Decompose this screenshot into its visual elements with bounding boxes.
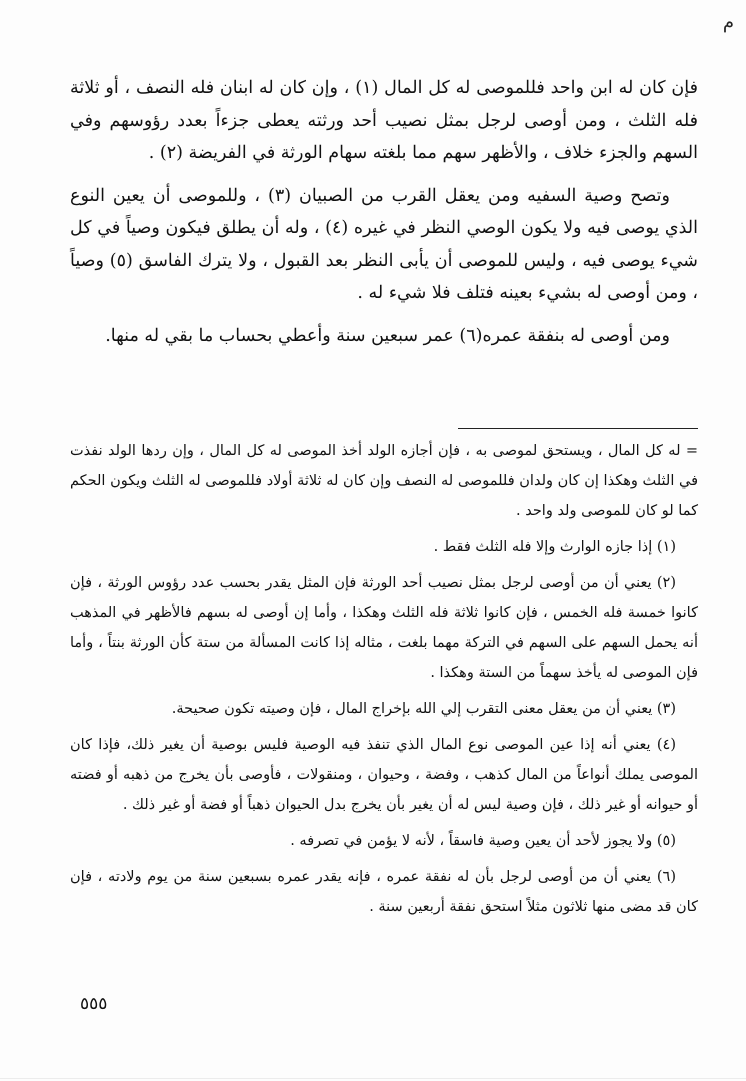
footnote [70, 568, 698, 688]
text-line: مثاله إذا كانت المسألة من ستة كأن الورثة بنتاً ، وأما فإن الموصى له يأخذ سهماً من الستة [70, 635, 698, 681]
footnote [70, 436, 698, 526]
text-line: النوع الذي يوصى فيه ولا يكون الوصي النظر في غيره (٤) ، وله أن يطلق فيكون [70, 185, 698, 238]
text-line: (٢) يعني أن من أوصى لرجل بمثل نصيب أحد الورثة فإن المثل يقدر بحسب عدد [191, 575, 676, 591]
text-line: (٥) ولا يجوز لأحد أن يعين وصية فاسقاً ، لأنه لا يؤمن في تصرفه . [290, 833, 676, 849]
text-line: = له كل المال ، ويستحق لموصى به ، فإن أجازه الولد أخذ الموصى له كل المال ، وإن ردها [141, 443, 698, 459]
text-line: بأن يخرج بدل الحيوان ذهباً أو فضة أو غير ذلك . [122, 797, 406, 813]
footnote-divider [458, 428, 698, 429]
text-line: وصياً في كل شيء يوصى فيه ، وليس للموصى أن يأبى النظر بعد القبول ، ولا [70, 218, 698, 271]
footnote [70, 532, 698, 562]
text-line: فإن كان له ابن واحد فللموصى له كل المال (١) ، وإن كان له ابنان فله النصف ، [124, 78, 698, 98]
footnote [70, 694, 698, 724]
text-line: ذلك، فإذا كان الموصى يملك أنواعاً من المال كذهب ، وفضة ، وحيوان ، ومنقولات ، [70, 737, 698, 783]
text-line: (٦) يعني أن من أوصى لرجل بأن له نفقة عمره ، فإنه يقدر عمره بسبعين سنة من يوم [147, 869, 676, 885]
footnote [70, 730, 698, 820]
text-line: (٣) يعني أن من يعقل معنى التقرب إلي الله بإخراج المال ، فإن وصيته تكون صحيحة. [171, 701, 676, 717]
paragraph [70, 320, 698, 353]
text-line: ومن أوصى له بنفقة عمره(٦) عمر سبعين سنة وأعطي بحساب ما بقي له منها. [105, 325, 670, 346]
footnotes [70, 436, 698, 928]
text-line: يترك الفاسق (٥) وصياً ، ومن أوصى له بشيء بعينه فتلف فلا شيء له . [70, 250, 698, 303]
text-line: الولد نفذت في الثلث وهكذا إن كان ولدان فللموصى له النصف وإن كان له ثلاثة أولاد [70, 443, 698, 489]
text-line: فأوصى بأن يخرج من ذهبه أو فضته أو حيوانه أو غير ذلك ، فإن وصية ليس له أن يغير [70, 767, 698, 813]
page-number: ٥٥٥ [80, 994, 108, 1014]
paragraph [70, 72, 698, 170]
text-line: فللموصى له الثلث ويكون الحكم كما لو كان للموصى ولد واحد . [70, 473, 698, 519]
text-line: (١) إذا جازه الوارث وإلا فله الثلث فقط . [433, 539, 676, 555]
footnote [70, 826, 698, 856]
text-line: أو ثلاثة فله الثلث ، ومن أوصى لرجل بمثل نصيب أحد ورثته يعطى جزءاً بعدد [70, 78, 698, 131]
text-line: ولادته ، فإن كان قد مضى منها ثلاثون مثلاً استحق نفقة أربعين سنة . [70, 869, 698, 915]
footnote [70, 862, 698, 922]
text-line: رؤوس الورثة ، فإن كانوا خمسة فله الخمس ، فإن كانوا ثلاثة فله الثلث وهكذا ، وأما إن [70, 575, 698, 621]
text-line: رؤوسهم وفي السهم والجزء خلاف ، والأظهر سهم مما بلغته سهام الورثة في [70, 110, 698, 163]
paragraph [70, 180, 698, 310]
page-edge-line [0, 1078, 746, 1079]
text-line: وتصح وصية السفيه ومن يعقل القرب من الصبيان (٣) ، وللموصى أن يعين [112, 185, 670, 206]
text-line: (٤) يعني أنه إذا عين الموصى نوع المال الذي تنفذ فيه الوصية فليس بوصية أن يغير [160, 737, 676, 753]
main-text [70, 72, 698, 362]
text-line: الفريضة (٢) . [148, 143, 247, 163]
text-line: وهكذا . [430, 665, 474, 681]
corner-mark: م [722, 12, 734, 33]
text-line: أوصى له بسهم فالأظهر في المذهب أنه يحمل السهم على السهم في التركة مهما بلغت ، [70, 605, 698, 651]
